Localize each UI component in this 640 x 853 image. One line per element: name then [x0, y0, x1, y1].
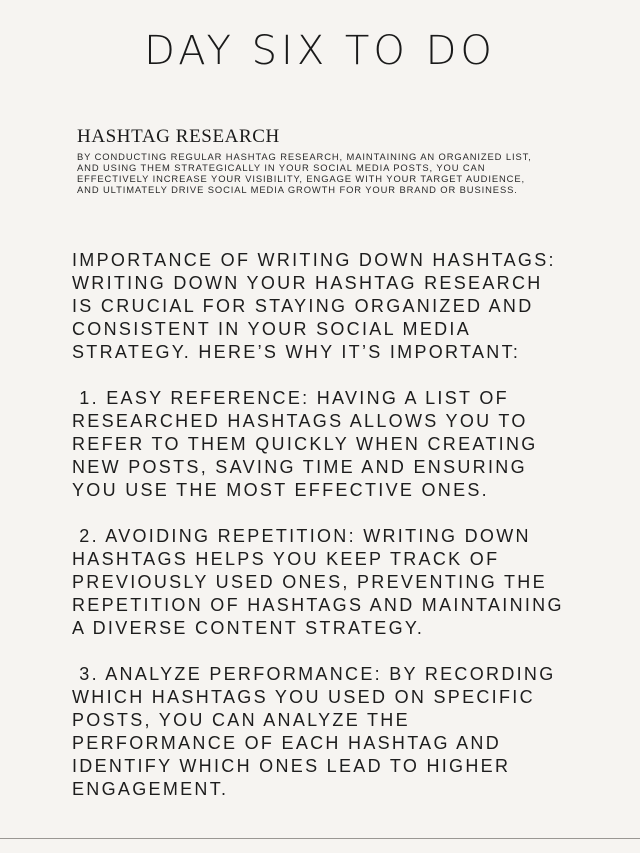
point-line: 3. ANALYZE PERFORMANCE: BY RECORDING — [72, 664, 556, 684]
point-line: 1. EASY REFERENCE: HAVING A LIST OF — [72, 388, 509, 408]
point-line: REPETITION OF HASHTAGS AND MAINTAINING — [72, 595, 564, 615]
point-line: REFER TO THEM QUICKLY WHEN CREATING — [72, 434, 538, 454]
intro-line: WRITING DOWN YOUR HASHTAG RESEARCH — [72, 273, 543, 293]
intro-line: STRATEGY. HERE’S WHY IT’S IMPORTANT: — [72, 342, 521, 362]
page-title: DAY SIX TO DO — [144, 28, 496, 74]
point-line: IDENTIFY WHICH ONES LEAD TO HIGHER — [72, 756, 511, 776]
point-line: A DIVERSE CONTENT STRATEGY. — [72, 618, 425, 638]
point-line: ENGAGEMENT. — [72, 779, 229, 799]
description-line: AND USING THEM STRATEGICALLY IN YOUR SOCIAL MEDIA POSTS, YOU CAN — [77, 162, 486, 173]
description-line: BY CONDUCTING REGULAR HASHTAG RESEARCH, MAINTAINING AN ORGANIZED LIST, — [77, 151, 532, 162]
intro-line: IS CRUCIAL FOR STAYING ORGANIZED AND — [72, 296, 534, 316]
point-line: PREVIOUSLY USED ONES, PREVENTING THE — [72, 572, 547, 592]
point-easy-reference — [72, 387, 582, 502]
bottom-divider — [0, 838, 640, 839]
importance-body — [72, 249, 582, 824]
point-line: WHICH HASHTAGS YOU USED ON SPECIFIC — [72, 687, 535, 707]
intro-line: CONSISTENT IN YOUR SOCIAL MEDIA — [72, 319, 472, 339]
hashtag-research-heading: HASHTAG RESEARCH — [77, 126, 280, 147]
point-line: POSTS, YOU CAN ANALYZE THE — [72, 710, 410, 730]
intro-line: IMPORTANCE OF WRITING DOWN HASHTAGS: — [72, 250, 556, 270]
description-line: EFFECTIVELY INCREASE YOUR VISIBILITY, ENGAGE WITH YOUR TARGET AUDIENCE, — [77, 173, 526, 184]
point-line: PERFORMANCE OF EACH HASHTAG AND — [72, 733, 502, 753]
point-line: YOU USE THE MOST EFFECTIVE ONES. — [72, 480, 489, 500]
description-line: AND ULTIMATELY DRIVE SOCIAL MEDIA GROWTH FOR YOUR BRAND OR BUSINESS. — [77, 184, 518, 195]
point-line: HASHTAGS HELPS YOU KEEP TRACK OF — [72, 549, 500, 569]
importance-intro — [72, 249, 582, 364]
hashtag-research-description — [77, 151, 567, 195]
point-line: RESEARCHED HASHTAGS ALLOWS YOU TO — [72, 411, 528, 431]
point-analyze-performance — [72, 663, 582, 801]
point-line: 2. AVOIDING REPETITION: WRITING DOWN — [72, 526, 531, 546]
point-avoiding-repetition — [72, 525, 582, 640]
point-line: NEW POSTS, SAVING TIME AND ENSURING — [72, 457, 527, 477]
